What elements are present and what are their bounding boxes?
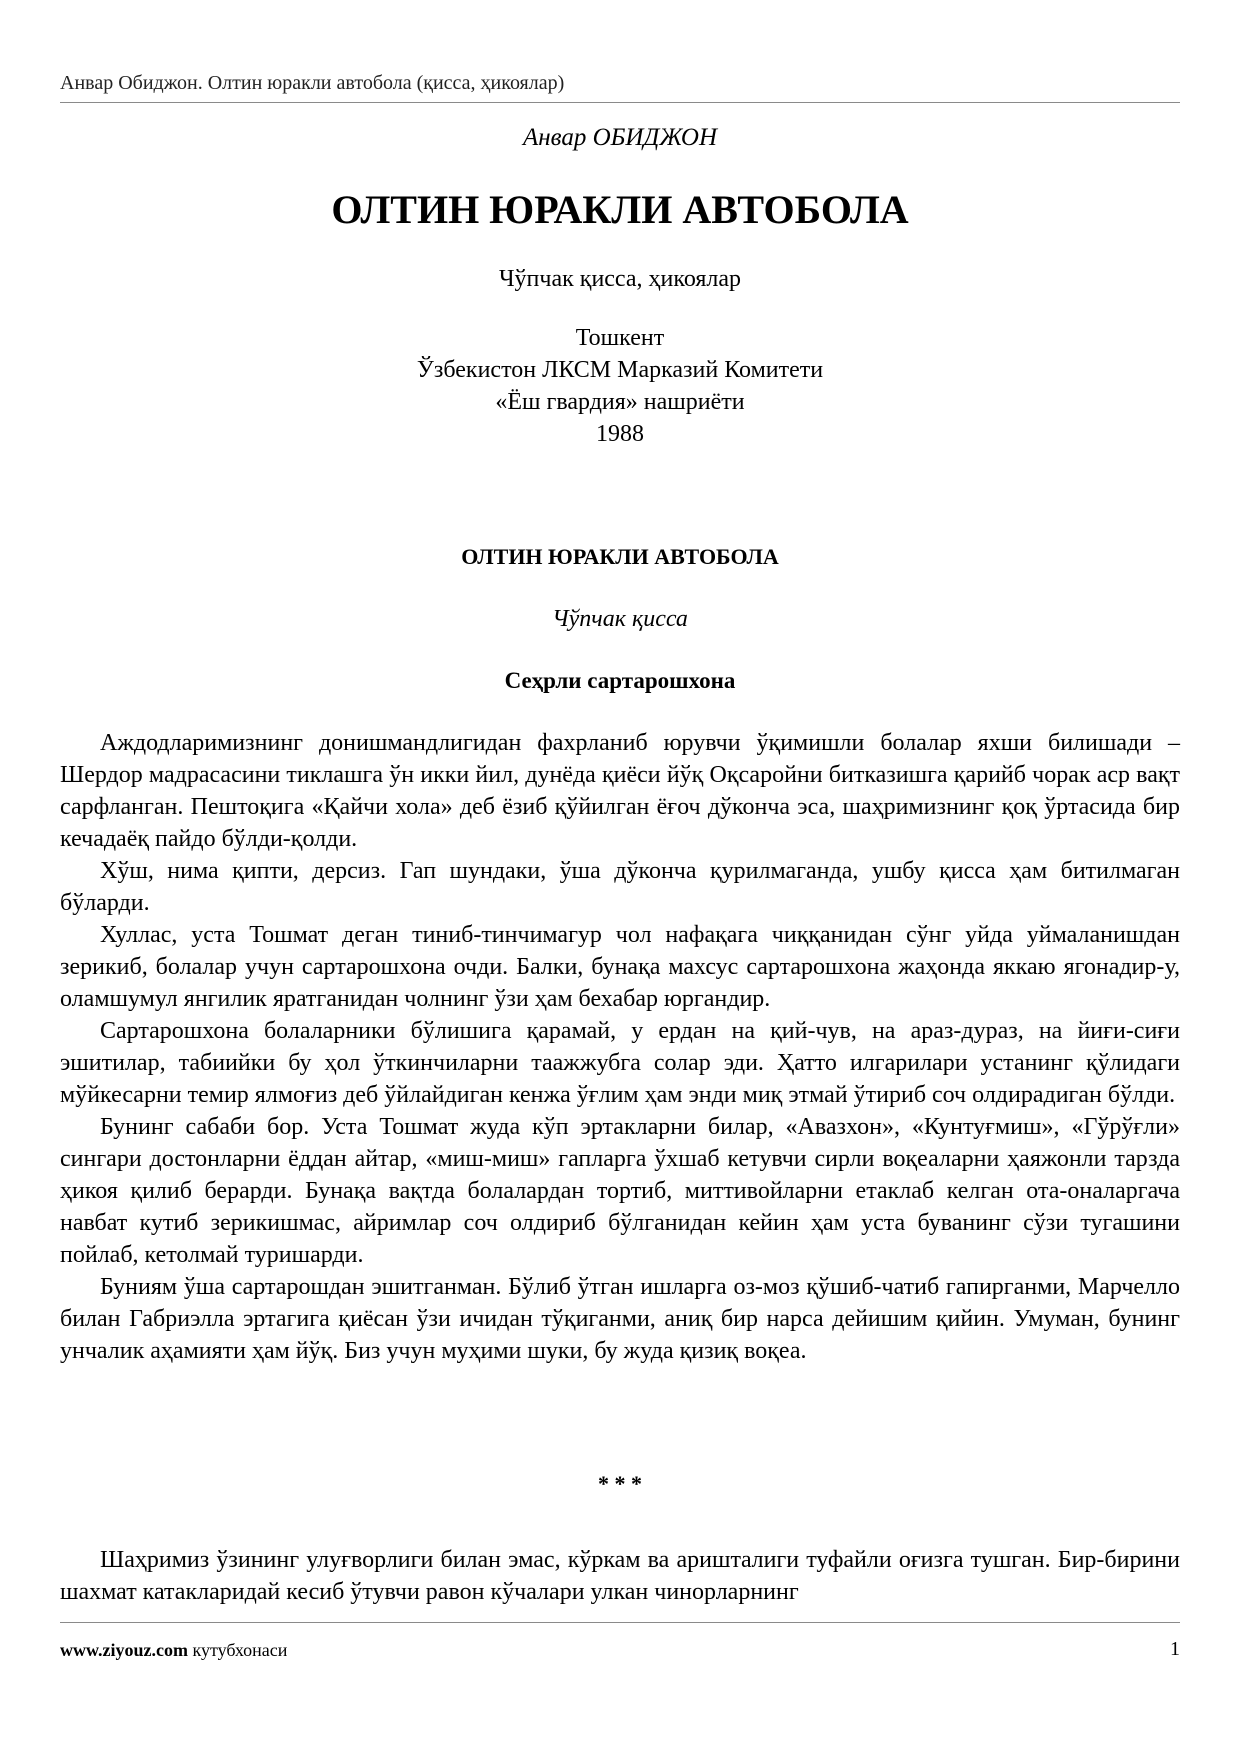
story-title: ОЛТИН ЮРАКЛИ АВТОБОЛА	[461, 544, 779, 569]
imprint-publisher: «Ёш гвардия» нашриёти	[495, 389, 745, 415]
paragraph: Хўш, нима қипти, дерсиз. Гап шундаки, ўша дўконча қурилмаганда, ушбу қисса ҳам битилмаган бўларди.	[60, 858, 1180, 916]
paragraph: Шаҳримиз ўзининг улуғворлиги билан эмас, кўркам ва ариштaлиги туфайли оғизга тушган. Бир-бирини шахмат катакларидай кесиб ўтувчи равон кўчалари улкан чинорларнинг	[60, 1547, 1180, 1605]
imprint-committee: Ўзбекистон ЛКСМ Марказий Комитети	[416, 357, 824, 383]
paragraph: Буниям ўша сартарошдан эшитганман. Бўлиб ўтган ишларга оз-моз қўшиб-чатиб гапирганми, Марчелло билан Габриэлла эртагига қиёсан ўзи ичидан тўқиганми, аниқ бир нарса дейишим қийин. Умуман, бунинг унчалик аҳамияти ҳам йўқ. Биз учун муҳими шуки, бу жуда қизиқ воқеа.	[60, 1274, 1180, 1364]
page-number: 1	[1170, 1638, 1180, 1660]
story-body	[60, 727, 1180, 1367]
paragraph: Аждодларимизнинг донишмандлигидан фахрланиб юрувчи ўқимишли болалар яхши билишади – Шердор мадрасасини тиклашга ўн икки йил, дунёда қиёси йўқ Оқсаройни битказишга қарийб чорак аср вақт сарфланган. Пештоқига «Қайчи хола» деб ёзиб қўйилган ёғоч дўконча эса, шаҳримизнинг қоқ ўртасида бир кечадаёқ пайдо бўлди-қолди.	[60, 730, 1180, 852]
story-body-continued	[60, 1544, 1180, 1608]
footer-site-link[interactable]: www.ziyouz.com	[60, 1640, 188, 1660]
header-rule	[60, 102, 1180, 103]
footer-library-label: кутубхонаси	[192, 1640, 288, 1660]
chapter-title: Сеҳрли сартарошхона	[504, 668, 736, 693]
paragraph: Хуллас, уста Тошмат деган тиниб-тинчимагур чол нафақага чиққанидан сўнг уйда уймаланишдан зерикиб, болалар учун сартарошхона очди. Балки, бунақа махсус сартарошхона жаҳонда яккаю ягонадир-у, оламшумул янгилик яратганидан чолнинг ўзи ҳам бехабар юргандир.	[60, 922, 1180, 1012]
author-name: Анвар ОБИДЖОН	[522, 124, 718, 151]
imprint	[60, 322, 1180, 450]
running-header: Анвар Обиджон. Олтин юракли автобола (қисса, ҳикоялар)	[60, 72, 565, 94]
story-genre: Чўпчак қисса	[552, 606, 688, 632]
book-title: ОЛТИН ЮРАКЛИ АВТОБОЛА	[331, 187, 909, 232]
section-separator: * * *	[598, 1471, 642, 1496]
imprint-year: 1988	[596, 421, 644, 447]
paragraph: Бунинг сабаби бор. Уста Тошмат жуда кўп эртакларни билар, «Авазхон», «Кунтуғмиш», «Гўрўғли» сингари достонларни ёддан айтар, «миш-миш» гапларга ўхшаб кетувчи сирли воқеаларни ҳаяжонли тарзда ҳикоя қилиб берарди. Бунақа вақтда болалардан тортиб, миттивойларни етаклаб келган ота-оналаргача навбат кутиб зерикишмас, айримлар соч олдириб бўлганидан кейин ҳам уста буванинг сўзи тугашини пойлаб, кетолмай туришарди.	[60, 1114, 1180, 1268]
paragraph: Сартарошхона болаларники бўлишига қарамай, у ердан на қий-чув, на араз-дураз, на йиғи-сиғи эшитилар, табиийки бу ҳол ўткинчиларни таажжубга солар эди. Ҳатто илгарилари устанинг қўлидаги мўйкесарни темир ялмоғиз деб ўйлайдиган кенжа ўғлим ҳам энди миқ этмай ўтириб соч олдирадиган бўлди.	[60, 1018, 1180, 1108]
book-subtitle: Чўпчак қисса, ҳикоялар	[498, 266, 742, 292]
imprint-city: Тошкент	[575, 325, 665, 351]
footer-source	[60, 1640, 287, 1661]
footer-rule	[60, 1622, 1180, 1623]
